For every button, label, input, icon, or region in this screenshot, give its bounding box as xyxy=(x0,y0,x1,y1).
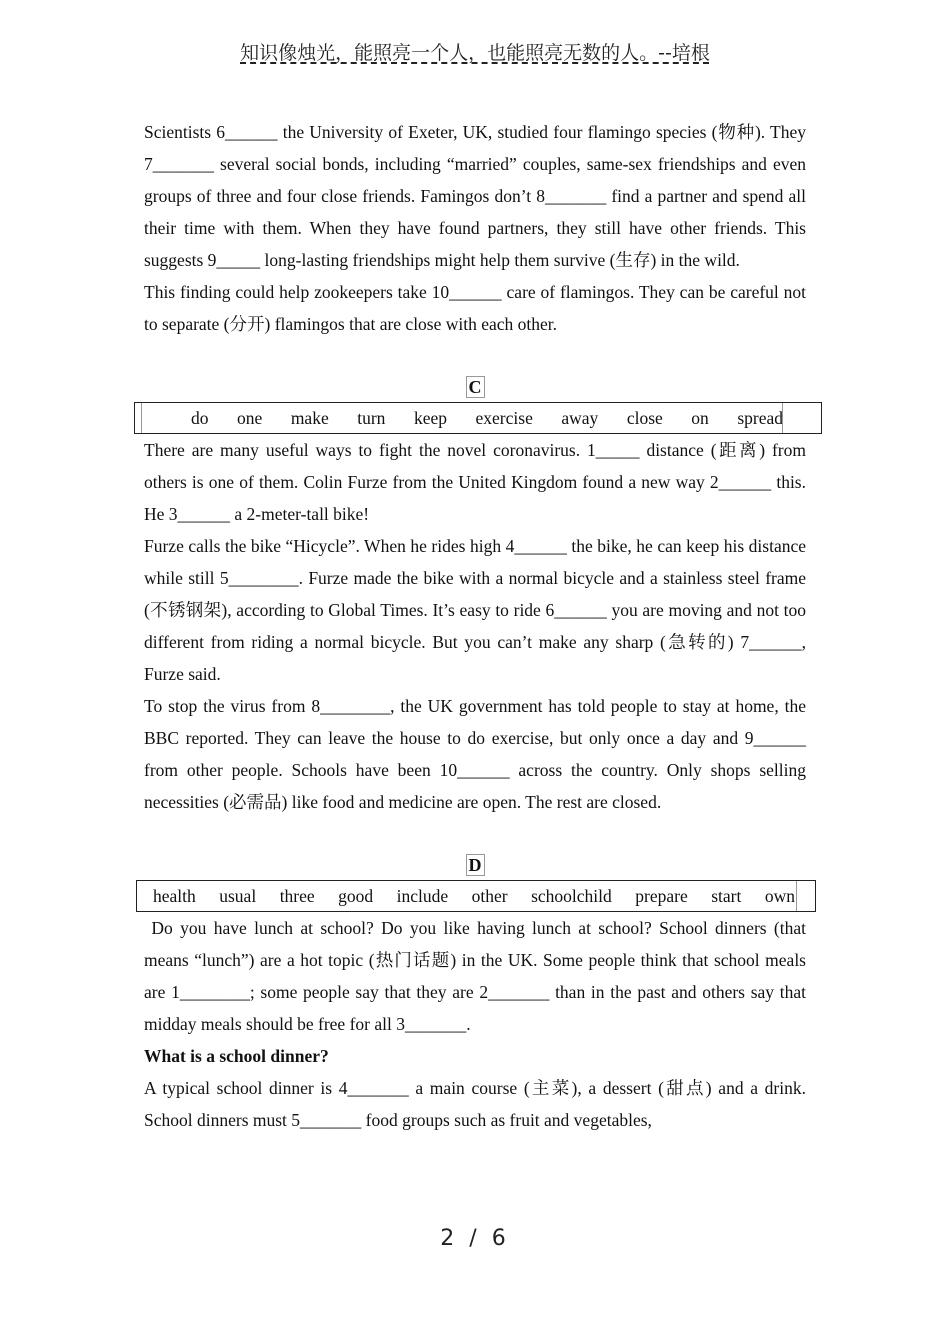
word-bank-item: turn xyxy=(357,407,386,428)
section-c-title xyxy=(144,372,806,402)
word-bank-item: usual xyxy=(219,885,257,906)
word-bank-item: schoolchild xyxy=(531,885,612,906)
word-bank-item: on xyxy=(691,407,709,428)
page-header-quote xyxy=(0,38,950,65)
section-c-paragraph-1: There are many useful ways to fight the novel coronavirus. 1_____ distance (距离) from others is one of them. Colin Furze from the United Kingdom found a new way 2______ this. He 3______ a 2-meter-tall bike! xyxy=(144,440,806,524)
word-bank-item: prepare xyxy=(635,885,688,906)
word-bank-item: exercise xyxy=(475,407,533,428)
section-b-paragraph-1: Scientists 6______ the University of Exeter, UK, studied four flamingo species (物种). They 7_______ several social bonds, including “married” couples, same-sex friendships and even groups of three and four close friends. Famingos don’t 8_______ find a partner and spend all their time with them. When they have found partners, they still have other friends. This suggests 9_____ long-lasting friendships might help them survive (生存) in the wild. xyxy=(144,122,806,270)
word-bank-item: make xyxy=(290,407,329,428)
section-b-paragraph-2: This finding could help zookeepers take 10______ care of flamingos. They can be careful not to separate (分开) flamingos that are close with each other. xyxy=(144,282,806,334)
header-quote-text: 知识像烛光，能照亮一个人，也能照亮无数的人。--培根 xyxy=(240,42,710,64)
section-d-word-bank xyxy=(136,880,816,912)
word-bank-item: close xyxy=(626,407,663,428)
section-c-letter: C xyxy=(466,376,485,398)
word-bank-item: keep xyxy=(413,407,447,428)
word-bank-item: include xyxy=(396,885,449,906)
section-d-subheading: What is a school dinner? xyxy=(144,1046,329,1066)
section-d-title xyxy=(144,850,806,880)
word-bank-item: one xyxy=(237,407,263,428)
word-bank-item: good xyxy=(338,885,374,906)
section-c-paragraph-2: Furze calls the bike “Hicycle”. When he rides high 4______ the bike, he can keep his distance while still 5________. Furze made the bike with a normal bicycle and a stainless steel frame (不锈钢架), according to Global Times. It’s easy to ride 6______ you are moving and not too different from riding a normal bicycle. But you can’t make any sharp (急转的) 7______, Furze said. xyxy=(144,536,806,684)
section-d-paragraph-1: Do you have lunch at school? Do you like having lunch at school? School dinners (that means “lunch”) are a hot topic (热门话题) in the UK. Some people think that school meals are 1________; some people say that they are 2_______ than in the past and others say that midday meals should be free for all 3_______. xyxy=(144,918,811,1034)
section-d-paragraph-2: A typical school dinner is 4_______ a main course (主菜), a dessert (甜点) and a drink. School dinners must 5_______ food groups such as fruit and vegetables, xyxy=(144,1078,806,1130)
word-bank-item: health xyxy=(153,885,196,906)
section-c-paragraph-3: To stop the virus from 8________, the UK government has told people to stay at home, the BBC reported. They can leave the house to do exercise, but only once a day and 9______ from other people. Schools have been 10______ across the country. Only shops selling necessities (必需品) like food and medicine are open. The rest are closed. xyxy=(144,696,806,812)
word-bank-item: other xyxy=(471,885,508,906)
word-bank-item: three xyxy=(279,885,315,906)
section-d-letter: D xyxy=(466,854,485,876)
word-bank-item: spread xyxy=(737,407,783,428)
word-bank-item: do xyxy=(191,407,209,428)
word-bank-item: start xyxy=(711,885,742,906)
page-number: 2 / 6 xyxy=(440,1226,510,1251)
word-bank-item: own xyxy=(764,885,795,906)
section-c-word-bank xyxy=(134,402,822,434)
page-content xyxy=(144,116,811,1136)
word-bank-item: away xyxy=(561,407,599,428)
